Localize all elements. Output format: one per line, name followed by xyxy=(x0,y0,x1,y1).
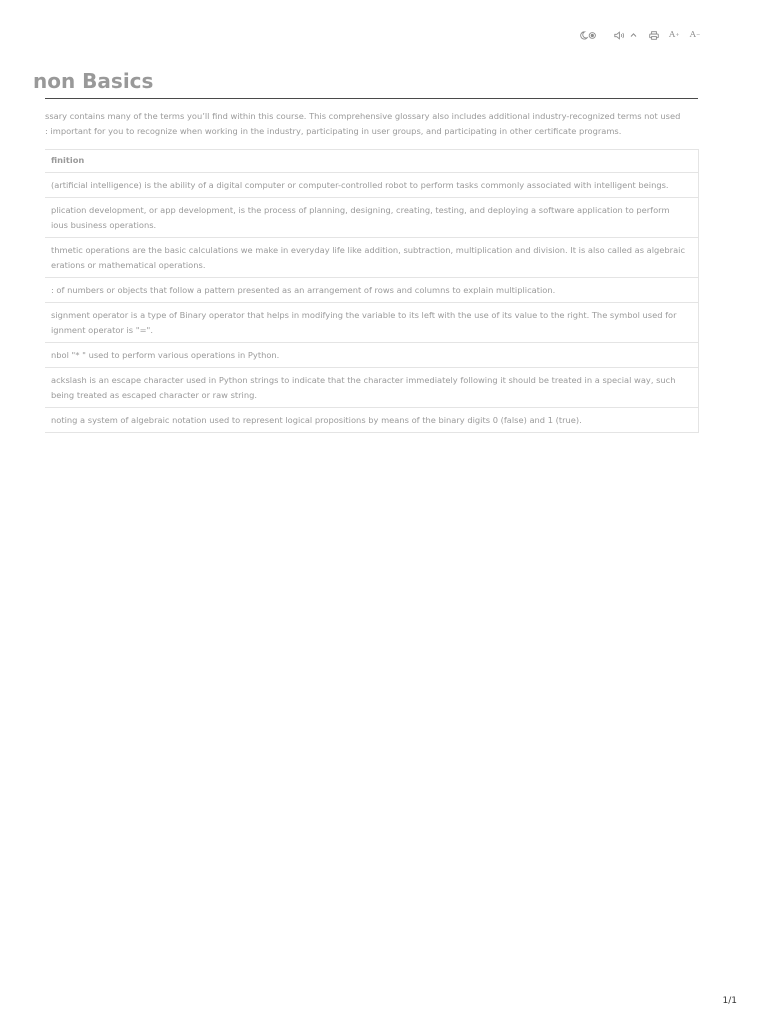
title-divider xyxy=(45,98,698,99)
table-row xyxy=(45,408,698,433)
print-button[interactable] xyxy=(648,29,660,41)
definition-text: being treated as escaped character or raw string. xyxy=(51,390,258,400)
speaker-icon xyxy=(614,31,625,40)
page-title: non Basics xyxy=(33,69,154,93)
glossary-table xyxy=(45,149,699,433)
table-row xyxy=(45,238,698,278)
definition-text: (artificial intelligence) is the ability of a digital computer or computer-controlled robot to perform tasks commonly associated with intelligent beings. xyxy=(51,180,669,190)
text-size-increase-label: A xyxy=(669,30,676,40)
table-header-row xyxy=(45,150,698,173)
definition-text: noting a system of algebraic notation used to represent logical propositions by means of the binary digits 0 (false) and 1 (true). xyxy=(51,415,582,425)
definition-text: plication development, or app development, is the process of planning, designing, creating, testing, and deploying a software application to perform xyxy=(51,205,670,215)
definition-text: ious business operations. xyxy=(51,220,157,230)
intro-line: : important for you to recognize when working in the industry, participating in user groups, and participating in other certificate programs. xyxy=(45,126,622,136)
table-row xyxy=(45,303,698,343)
definition-text: ackslash is an escape character used in Python strings to indicate that the character immediately following it should be treated in a special way, such xyxy=(51,375,676,385)
table-row xyxy=(45,278,698,303)
table-row xyxy=(45,173,698,198)
moon-icon xyxy=(580,31,596,40)
page-number: 1/1 xyxy=(722,996,737,1006)
dark-mode-toggle[interactable] xyxy=(578,29,598,41)
text-size-decrease-label: A xyxy=(689,30,697,40)
collapse-button[interactable] xyxy=(628,29,638,41)
column-header-definition: finition xyxy=(51,155,85,165)
table-row xyxy=(45,368,698,408)
read-aloud-button[interactable] xyxy=(610,29,628,41)
printer-icon xyxy=(649,31,659,40)
intro-paragraph xyxy=(45,109,699,139)
text-size-decrease-button[interactable]: A − xyxy=(689,30,701,40)
chevron-up-icon xyxy=(630,32,637,38)
table-row xyxy=(45,343,698,368)
intro-line: ssary contains many of the terms you’ll find within this course. This comprehensive glossary also includes additional industry-recognized terms not used xyxy=(45,111,681,121)
page-frame xyxy=(0,0,768,425)
text-size-increase-button[interactable]: A + xyxy=(669,30,680,40)
definition-text: nbol "* " used to perform various operations in Python. xyxy=(51,350,280,360)
definition-text: signment operator is a type of Binary operator that helps in modifying the variable to its left with the use of its value to the right. The symbol used for xyxy=(51,310,677,320)
definition-text: ignment operator is "=". xyxy=(51,325,153,335)
table-row xyxy=(45,198,698,238)
definition-text: erations or mathematical operations. xyxy=(51,260,206,270)
definition-text: : of numbers or objects that follow a pattern presented as an arrangement of rows and columns to explain multiplication. xyxy=(51,285,556,295)
reader-toolbar xyxy=(578,29,700,41)
definition-text: thmetic operations are the basic calculations we make in everyday life like addition, subtraction, multiplication and division. It is also called as algebraic xyxy=(51,245,686,255)
